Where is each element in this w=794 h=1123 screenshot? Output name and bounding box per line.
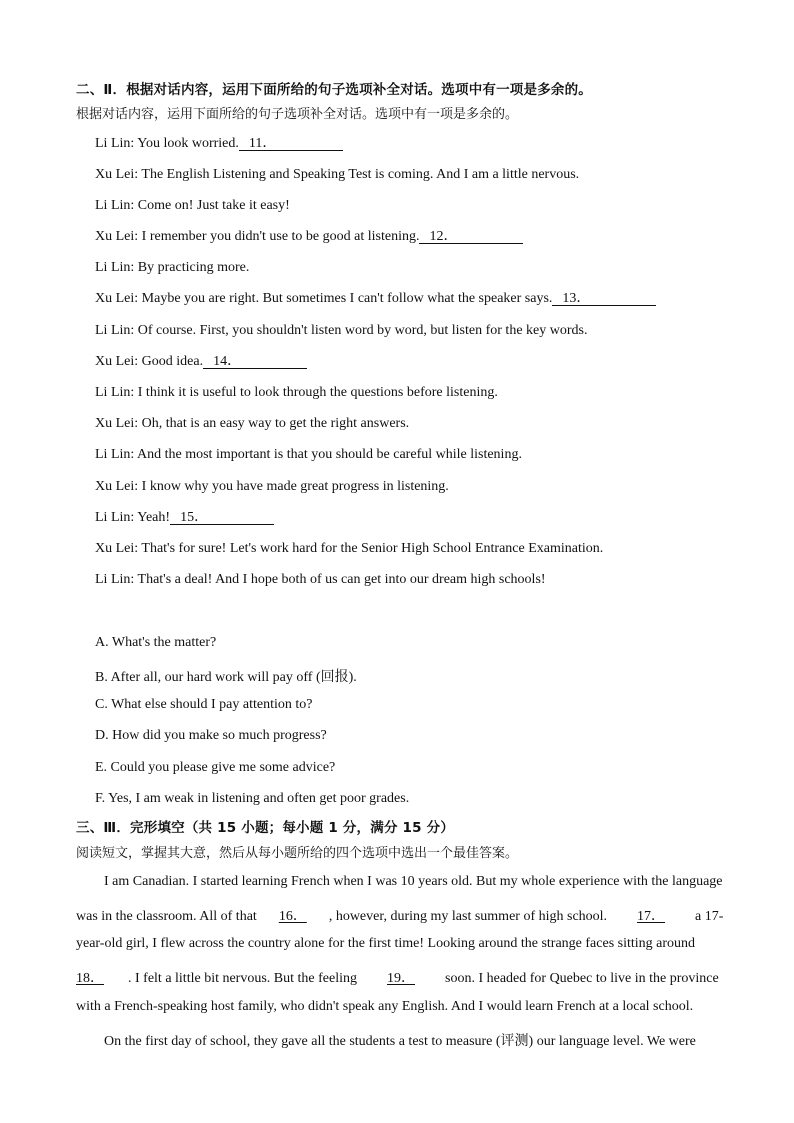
passage-line: year-old girl, I flew across the country alone for the first time! Looking around the strange faces sitting around [76,936,696,951]
passage-text: was in the classroom. All of that [76,909,257,924]
dialogue-text: Li Lin: You look worried. [95,136,239,151]
dialogue-text: Li Lin: By practicing more. [95,260,250,275]
dialogue-line [95,291,656,307]
dialogue-text: Li Lin: I think it is useful to look through the questions before listening. [95,385,498,400]
dialogue-line [95,510,274,526]
answer-blank: 15． [170,511,274,525]
passage-text: , however, during my last summer of high school. [328,909,608,924]
answer-blank: 11． [239,137,343,151]
option-item: F. Yes, I am weak in listening and often get poor grades. [95,791,410,806]
passage-line: with a French-speaking host family, who didn't speak any English. And I would learn French at a local school. [76,999,694,1014]
passage-text: a 17- [695,909,724,924]
passage-text: soon. I headed for Quebec to live in the province [445,971,719,986]
dialogue-text: Xu Lei: Maybe you are right. But sometimes I can't follow what the speaker says. [95,291,553,306]
option-item: C. What else should I pay attention to? [95,697,313,712]
dialogue-text: Xu Lei: The English Listening and Speaking Test is coming. And I am a little nervous. [95,167,580,182]
passage-text: . I felt a little bit nervous. But the feeling [128,971,357,986]
cloze-blank-19: 19． [387,971,415,986]
dialogue-text: Xu Lei: I know why you have made great progress in listening. [95,479,449,494]
answer-blank: 12． [419,230,523,244]
option-item: D. How did you make so much progress? [95,728,327,743]
dialogue-line [95,354,307,370]
dialogue-text: Li Lin: And the most important is that you should be careful while listening. [95,447,522,462]
dialogue-text: Xu Lei: I remember you didn't use to be good at listening. [95,229,420,244]
dialogue-line [95,572,546,588]
dialogue-text: Xu Lei: Oh, that is an easy way to get the right answers. [95,416,410,431]
dialogue-line [95,323,587,339]
cloze-blank-17: 17． [637,909,666,924]
passage-line [76,967,746,987]
dialogue-line [95,260,249,276]
dialogue-line [95,229,523,245]
dialogue-text: Xu Lei: That's for sure! Let's work hard for the Senior High School Entrance Examination. [95,541,604,556]
dialogue-line [95,136,343,152]
dialogue-line [95,198,290,214]
dialogue-line [95,447,522,463]
dialogue-line [95,541,603,557]
option-item: E. Could you please give me some advice? [95,760,336,775]
dialogue-line [95,416,409,432]
answer-blank: 13． [552,292,656,306]
passage-line: I am Canadian. I started learning French when I was 10 years old. But my whole experience with the language [104,874,723,889]
dialogue-text: Li Lin: Of course. First, you shouldn't listen word by word, but listen for the key words. [95,323,588,338]
dialogue-text: Li Lin: That's a deal! And I hope both of us can get into our dream high schools! [95,572,546,587]
passage-line [76,905,746,925]
cloze-blank-18: 18． [76,971,104,986]
cloze-blank-16: 16． [278,909,307,924]
section-3-instruction: 阅读短文，掌握其大意，然后从每小题所给的四个选项中选出一个最佳答案。 [76,846,519,861]
section-2-instruction: 根据对话内容，运用下面所给的句子选项补全对话。选项中有一项是多余的。 [76,107,519,122]
dialogue-line [95,167,579,183]
section-3-title: 三、Ⅲ．完形填空（共 15 小题；每小题 1 分，满分 15 分） [76,820,455,836]
option-item: A. What's the matter? [95,635,217,650]
option-item: B. After all, our hard work will pay off (回报). [95,670,357,685]
section-2-title: 二、Ⅱ．根据对话内容，运用下面所给的句子选项补全对话。选项中有一项是多余的。 [76,82,592,98]
dialogue-text: Li Lin: Come on! Just take it easy! [95,198,290,213]
dialogue-text: Li Lin: Yeah! [95,510,171,525]
passage-line: On the first day of school, they gave all the students a test to measure (评测) our language level. We were [104,1034,696,1049]
dialogue-line [95,479,449,495]
dialogue-line [95,385,498,401]
answer-blank: 14． [203,355,307,369]
dialogue-text: Xu Lei: Good idea. [95,354,204,369]
